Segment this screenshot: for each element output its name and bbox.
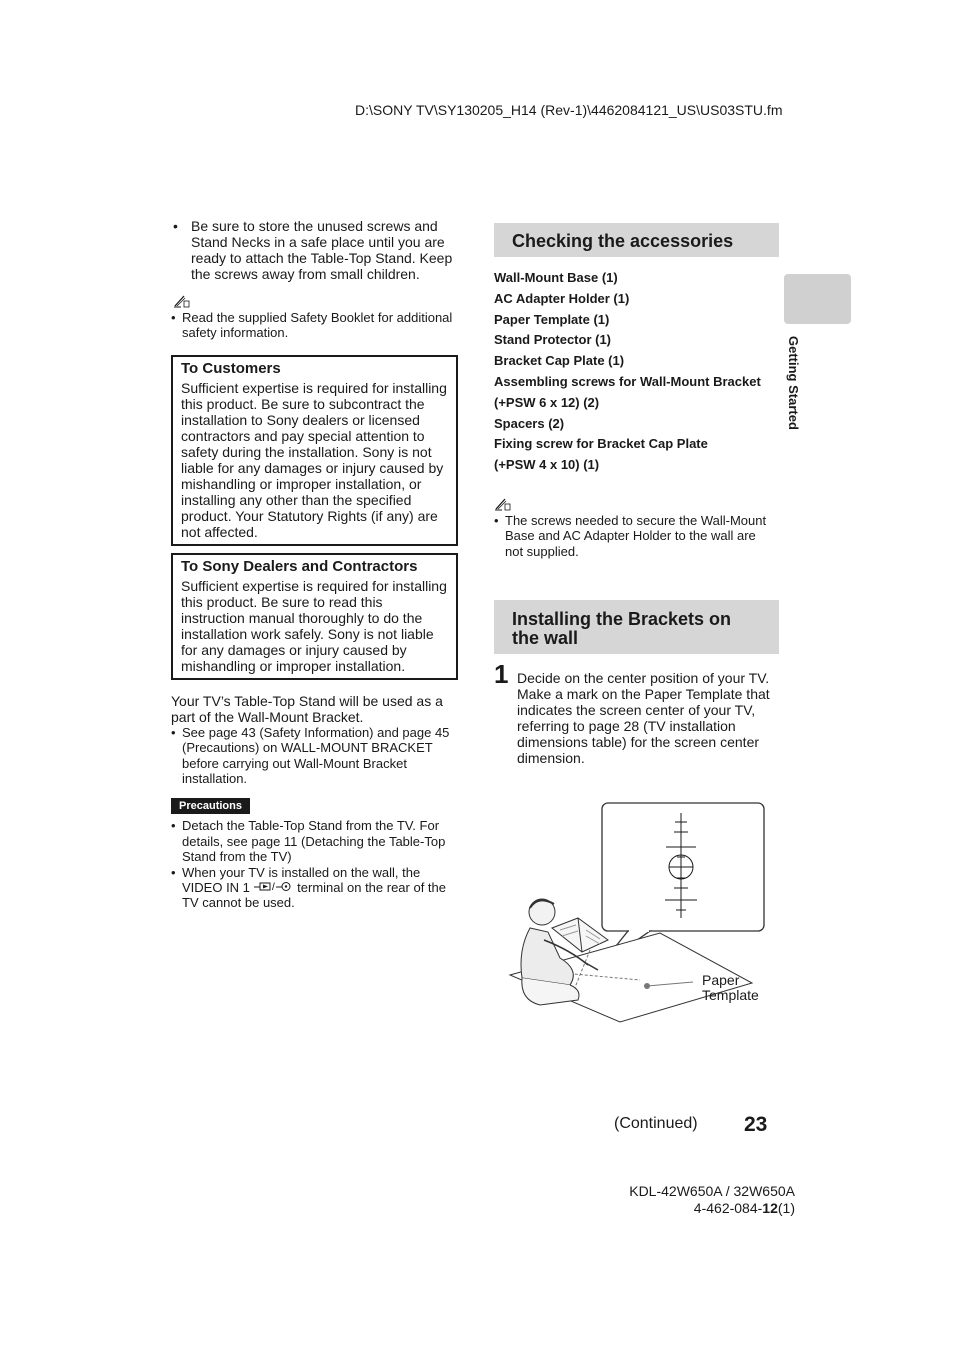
list-item: Fixing screw for Bracket Cap Plate xyxy=(494,436,708,452)
to-dealers-title: To Sony Dealers and Contractors xyxy=(181,557,418,575)
step-1-text: Decide on the center position of your TV. Make a mark on the Paper Template that indicates the screen center of your TV, referring to page 28 (TV installation dimensions table) for the screen center dimension. xyxy=(517,670,770,766)
section-side-label: Getting Started xyxy=(786,336,801,430)
stand-bullet: • See page 43 (Safety Information) and page 45 (Precautions) on WALL-MOUNT BRACKET before carrying out Wall-Mount Bracket installation. xyxy=(171,725,458,787)
file-path-header: D:\SONY TV\SY130205_H14 (Rev-1)\4462084121_US\US03STU.fm xyxy=(355,102,783,118)
svg-text:/: / xyxy=(271,882,275,893)
part-number-prefix: 4-462-084- xyxy=(693,1200,763,1216)
stand-paragraph: Your TV’s Table-Top Stand will be used as a part of the Wall-Mount Bracket. xyxy=(171,692,443,725)
list-item: Stand Protector (1) xyxy=(494,332,612,348)
step-number: 1 xyxy=(494,659,509,689)
paper-template-label xyxy=(702,973,759,1003)
model-info xyxy=(629,1183,795,1217)
paper-template-label-line-1: Paper xyxy=(702,972,740,988)
accessories-list xyxy=(494,268,784,476)
part-number-suffix: (1) xyxy=(777,1200,795,1216)
list-item: (+PSW 4 x 10) (1) xyxy=(494,457,600,473)
precaution-bullet-1: • Detach the Table-Top Stand from the TV. For details, see page 11 (Detaching the Table-Top Stand from the TV) xyxy=(171,818,458,864)
paper-template-label-line-2: Template xyxy=(702,987,759,1003)
precaution-bullet-2 xyxy=(171,865,458,911)
list-item: (+PSW 6 x 12) (2) xyxy=(494,394,600,410)
note-pencil-icon xyxy=(173,294,458,308)
list-item: Spacers (2) xyxy=(494,415,565,431)
list-item: Bracket Cap Plate (1) xyxy=(494,353,625,369)
to-customers-title: To Customers xyxy=(181,359,281,377)
accessories-heading: Checking the accessories xyxy=(494,223,779,257)
to-dealers-box xyxy=(171,553,458,680)
left-column xyxy=(171,218,458,911)
part-number xyxy=(629,1200,795,1217)
list-item: Wall-Mount Base (1) xyxy=(494,270,618,285)
precautions-label: Precautions xyxy=(171,798,250,814)
part-number-bold: 12 xyxy=(762,1200,778,1216)
precaution-bullet-2-text-a: When your TV is installed on the wall, the VIDEO IN 1 xyxy=(182,864,421,896)
model-number: KDL-42W650A / 32W650A xyxy=(629,1183,795,1199)
accessories-note: • The screws needed to secure the Wall-Mount Base and AC Adapter Holder to the wall are not supplied. xyxy=(494,513,777,559)
to-dealers-body: Sufficient expertise is required for installing this product. Be sure to read this instruction manual thoroughly to do the installation work safely. Sony is not liable for any damages or injury caused by mishandling or improper installation. xyxy=(181,577,447,674)
continued-label: (Continued) xyxy=(614,1115,698,1132)
note-bullet: • Read the supplied Safety Booklet for additional safety information. xyxy=(171,310,458,341)
precaution-bullet-2-text-b: terminal on the rear of the TV cannot be used. xyxy=(182,880,447,911)
list-item: Assembling screws for Wall-Mount Bracket xyxy=(494,373,761,389)
video-input-icon xyxy=(254,880,294,895)
list-item: Paper Template (1) xyxy=(494,311,610,327)
to-customers-box xyxy=(171,355,458,546)
page-number: 23 xyxy=(744,1113,768,1136)
intro-bullet: • Be sure to store the unused screws and Stand Necks in a safe place until you are ready to attach the Table-Top Stand. Keep the screws away from small children. xyxy=(171,218,458,282)
to-customers-body: Sufficient expertise is required for installing this product. Be sure to subcontract the installation to Sony dealers or licensed contractors and pay special attention to safety during the installation. Sony is not liable for any damages or injury caused by mishandling or improper installation, or installing any other than the specified product. Your Statutory Rights (if any) are not affected. xyxy=(181,379,447,540)
list-item: AC Adapter Holder (1) xyxy=(494,290,630,306)
installing-heading: Installing the Brackets on the wall xyxy=(494,600,779,654)
section-side-tab xyxy=(784,274,851,324)
